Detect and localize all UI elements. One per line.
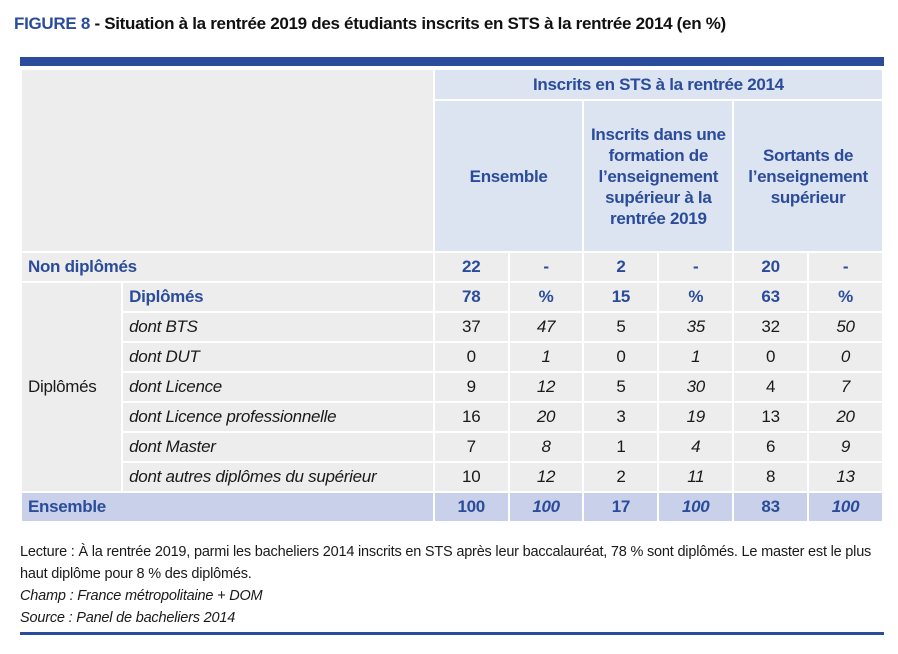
cell: 20 bbox=[809, 403, 882, 431]
row-dont-master bbox=[22, 433, 882, 461]
notes bbox=[20, 541, 886, 629]
cell: 0 bbox=[734, 343, 807, 371]
cell: 5 bbox=[584, 373, 657, 401]
note-lecture: Lecture : À la rentrée 2019, parmi les bacheliers 2014 inscrits en STS après leur baccalauréat, 78 % sont diplômés. Le master est le plus haut diplôme pour 8 % des diplômés. bbox=[20, 544, 872, 582]
group-label-diplomes: Diplômés bbox=[22, 283, 121, 491]
cell: 47 bbox=[510, 313, 583, 341]
bottom-rule bbox=[20, 632, 884, 635]
cell: 22 bbox=[435, 253, 508, 281]
row-dont-bts bbox=[22, 313, 882, 341]
cell: 100 bbox=[809, 493, 882, 521]
row-label: dont Master bbox=[123, 433, 433, 461]
row-total bbox=[22, 493, 882, 521]
cell: 1 bbox=[659, 343, 732, 371]
cell: 50 bbox=[809, 313, 882, 341]
cell: % bbox=[809, 283, 882, 311]
cell: 6 bbox=[734, 433, 807, 461]
note-champ: Champ : France métropolitaine + DOM bbox=[20, 588, 263, 604]
row-dont-autres bbox=[22, 463, 882, 491]
cell: % bbox=[510, 283, 583, 311]
cell: 13 bbox=[809, 463, 882, 491]
row-label: Non diplômés bbox=[22, 253, 433, 281]
cell: 2 bbox=[584, 463, 657, 491]
cell: 0 bbox=[584, 343, 657, 371]
col-header-sortants: Sortants de l’enseignement supérieur bbox=[734, 101, 882, 251]
cell: 100 bbox=[435, 493, 508, 521]
cell: 9 bbox=[435, 373, 508, 401]
cell: 20 bbox=[510, 403, 583, 431]
cell: 4 bbox=[659, 433, 732, 461]
cell: 8 bbox=[510, 433, 583, 461]
figure-title-text: - Situation à la rentrée 2019 des étudiants inscrits en STS à la rentrée 2014 (en %) bbox=[90, 14, 726, 33]
cell: 12 bbox=[510, 463, 583, 491]
row-label: dont BTS bbox=[123, 313, 433, 341]
cell: 13 bbox=[734, 403, 807, 431]
row-dont-dut bbox=[22, 343, 882, 371]
group-header: Inscrits en STS à la rentrée 2014 bbox=[435, 70, 882, 99]
header-row-1 bbox=[22, 70, 882, 99]
col-header-ensemble: Ensemble bbox=[435, 101, 583, 251]
cell: 100 bbox=[510, 493, 583, 521]
cell: 0 bbox=[435, 343, 508, 371]
cell: 37 bbox=[435, 313, 508, 341]
cell: 83 bbox=[734, 493, 807, 521]
cell: 2 bbox=[584, 253, 657, 281]
row-non-diplomes bbox=[22, 253, 882, 281]
top-rule bbox=[20, 57, 884, 66]
cell: 19 bbox=[659, 403, 732, 431]
cell: 4 bbox=[734, 373, 807, 401]
row-dont-licence-pro bbox=[22, 403, 882, 431]
cell: 1 bbox=[510, 343, 583, 371]
cell: 35 bbox=[659, 313, 732, 341]
cell: - bbox=[510, 253, 583, 281]
cell: 1 bbox=[584, 433, 657, 461]
col-header-inscrits: Inscrits dans une formation de l’enseignement supérieur à la rentrée 2019 bbox=[584, 101, 732, 251]
cell: 100 bbox=[659, 493, 732, 521]
cell: 7 bbox=[435, 433, 508, 461]
cell: 3 bbox=[584, 403, 657, 431]
row-label: Ensemble bbox=[22, 493, 433, 521]
row-diplomes bbox=[22, 283, 882, 311]
cell: 17 bbox=[584, 493, 657, 521]
row-dont-licence bbox=[22, 373, 882, 401]
row-label: dont Licence bbox=[123, 373, 433, 401]
cell: 78 bbox=[435, 283, 508, 311]
cell: 15 bbox=[584, 283, 657, 311]
cell: 0 bbox=[809, 343, 882, 371]
figure-label: FIGURE 8 bbox=[14, 14, 91, 33]
cell: 32 bbox=[734, 313, 807, 341]
row-label: dont autres diplômes du supérieur bbox=[123, 463, 433, 491]
cell: 30 bbox=[659, 373, 732, 401]
note-source: Source : Panel de bacheliers 2014 bbox=[20, 610, 236, 626]
cell: 11 bbox=[659, 463, 732, 491]
cell: - bbox=[809, 253, 882, 281]
data-table bbox=[20, 68, 884, 523]
cell: 16 bbox=[435, 403, 508, 431]
cell: 8 bbox=[734, 463, 807, 491]
cell: 9 bbox=[809, 433, 882, 461]
row-label: Diplômés bbox=[123, 283, 433, 311]
cell: 20 bbox=[734, 253, 807, 281]
header-corner bbox=[22, 70, 433, 251]
cell: 7 bbox=[809, 373, 882, 401]
cell: 12 bbox=[510, 373, 583, 401]
figure-title bbox=[14, 14, 726, 34]
cell: - bbox=[659, 253, 732, 281]
row-label: dont DUT bbox=[123, 343, 433, 371]
cell: 10 bbox=[435, 463, 508, 491]
row-label: dont Licence professionnelle bbox=[123, 403, 433, 431]
cell: % bbox=[659, 283, 732, 311]
cell: 5 bbox=[584, 313, 657, 341]
cell: 63 bbox=[734, 283, 807, 311]
